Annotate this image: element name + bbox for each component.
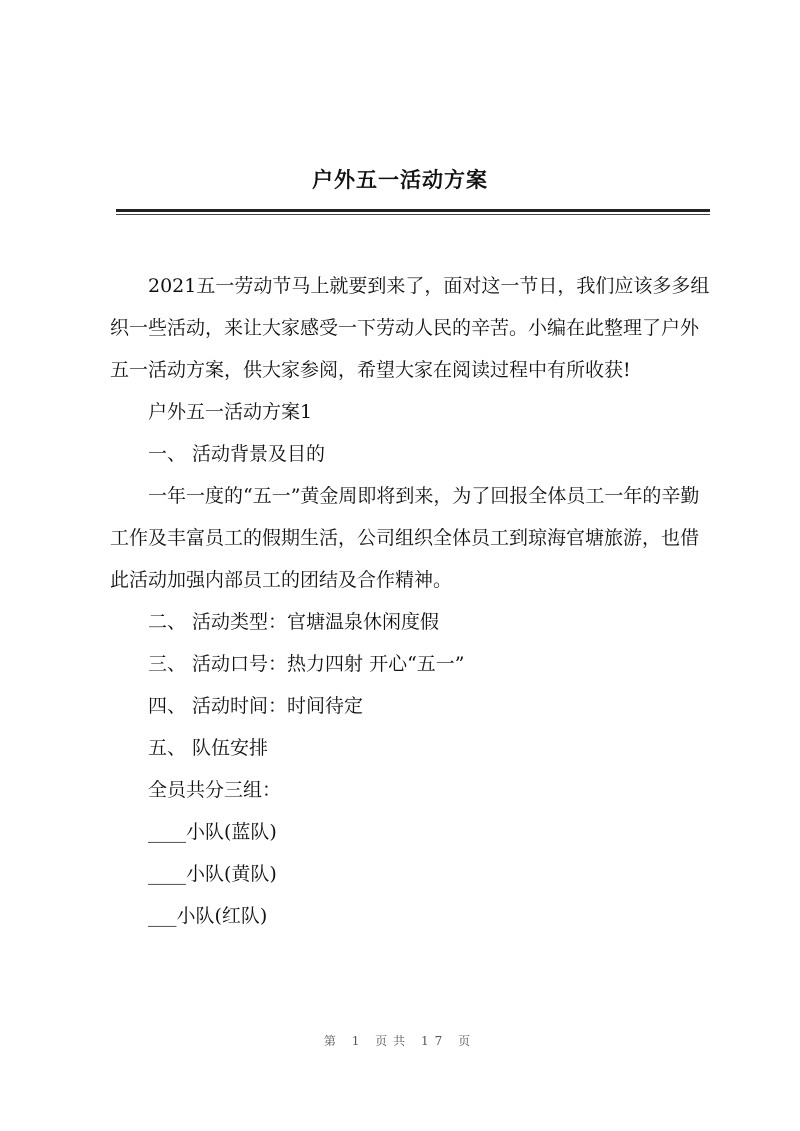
page-title: 户外五一活动方案 bbox=[312, 167, 488, 192]
page-number: 第 1 页共 17 页 bbox=[323, 1034, 477, 1048]
list-item-teams: 五、 队伍安排 bbox=[148, 737, 269, 759]
section-heading: 户外五一活动方案1 bbox=[148, 401, 313, 423]
team-blue: ____小队(蓝队) bbox=[148, 821, 277, 843]
title-divider bbox=[116, 209, 710, 212]
intro-paragraph: 2021五一劳动节马上就要到来了，面对这一节日，我们应该多多组织一些活动，来让大家感受一下劳动人民的辛苦。小编在此整理了户外五一活动方案，供大家参阅，希望大家在阅读过程中有所收获! bbox=[110, 275, 710, 381]
title-divider-thin bbox=[116, 214, 710, 215]
list-item-slogan: 三、 活动口号：热力四射 开心“五一” bbox=[148, 653, 465, 675]
list-item-type: 二、 活动类型：官塘温泉休闲度假 bbox=[148, 611, 440, 633]
groups-intro: 全员共分三组： bbox=[148, 779, 282, 801]
document-body bbox=[110, 265, 710, 937]
team-red: ___小队(红队) bbox=[148, 905, 268, 927]
list-item-time: 四、 活动时间：时间待定 bbox=[148, 695, 364, 717]
background-paragraph: 一年一度的“五一”黄金周即将到来，为了回报全体员工一年的辛勤工作及丰富员工的假期生活，公司组织全体员工到琼海官塘旅游，也借此活动加强内部员工的团结及合作精神。 bbox=[110, 485, 700, 591]
team-yellow: ____小队(黄队) bbox=[148, 863, 277, 885]
list-item-background: 一、 活动背景及目的 bbox=[148, 443, 326, 465]
